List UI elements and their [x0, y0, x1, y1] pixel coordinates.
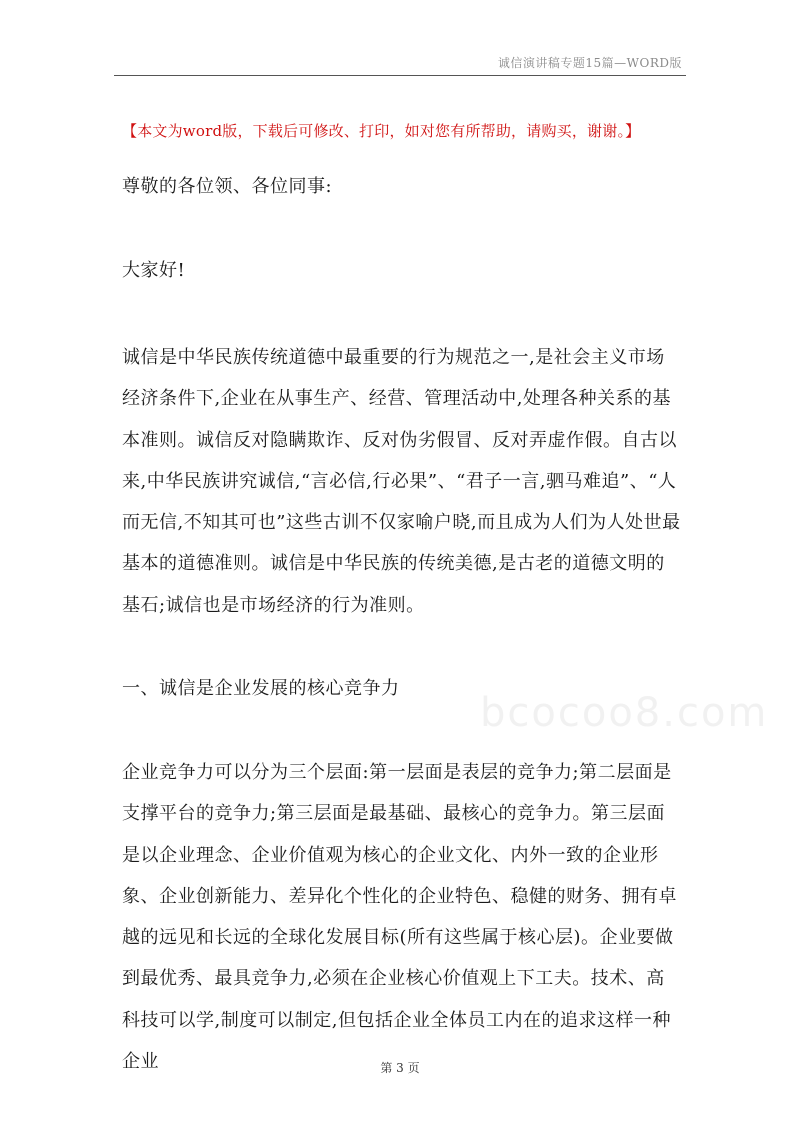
paragraph-text: 诚信是中华民族传统道德中最重要的行为规范之一,是社会主义市场经济条件下,企业在从事生产、经营、管理活动中,处理各种关系的基本准则。诚信反对隐瞒欺诈、反对伪劣假冒、反对弄虚作假。自古以来,中华民族讲究诚信,“言必信,行必果”、“君子一言,驷马难追”、“人而无信,不知其可也”这些古训不仅家喻户晓,而且成为人们为人处世最基本的道德准则。诚信是中华民族的传统美德,是古老的道德文明的基石;诚信也是市场经济的行为准则。 [122, 347, 681, 616]
salutation: 尊敬的各位领、各位同事: [122, 176, 333, 197]
header-divider [114, 75, 686, 76]
download-notice: 【本文为word版，下载后可修改、打印，如对您有所帮助，请购买，谢谢。】 [122, 122, 641, 140]
paragraph-text: 企业竞争力可以分为三个层面:第一层面是表层的竞争力;第二层面是支撑平台的竞争力;第三层面是最基础、最核心的竞争力。第三层面是以企业理念、企业价值观为核心的企业文化、内外一致的企业形象、企业创新能力、差异化个性化的企业特色、稳健的财务、拥有卓越的远见和长远的全球化发展目标(所有这些属于核心层)。企业要做到最优秀、最具竞争力,必须在企业核心价值观上下工夫。技术、高科技可以学,制度可以制定,但包括企业全体员工内在的追求这样一种企业 [122, 762, 677, 1073]
body-paragraph-1 [122, 337, 682, 626]
body-paragraph-2 [122, 752, 682, 1082]
document-header-title: 诚信演讲稿专题15篇—WORD版 [497, 56, 682, 70]
greeting-line: 大家好! [122, 260, 186, 281]
section-heading-1: 一、诚信是企业发展的核心竞争力 [122, 678, 400, 699]
page-number: 第 3 页 [380, 1061, 420, 1075]
watermark: bcocoo8.com [480, 690, 769, 736]
